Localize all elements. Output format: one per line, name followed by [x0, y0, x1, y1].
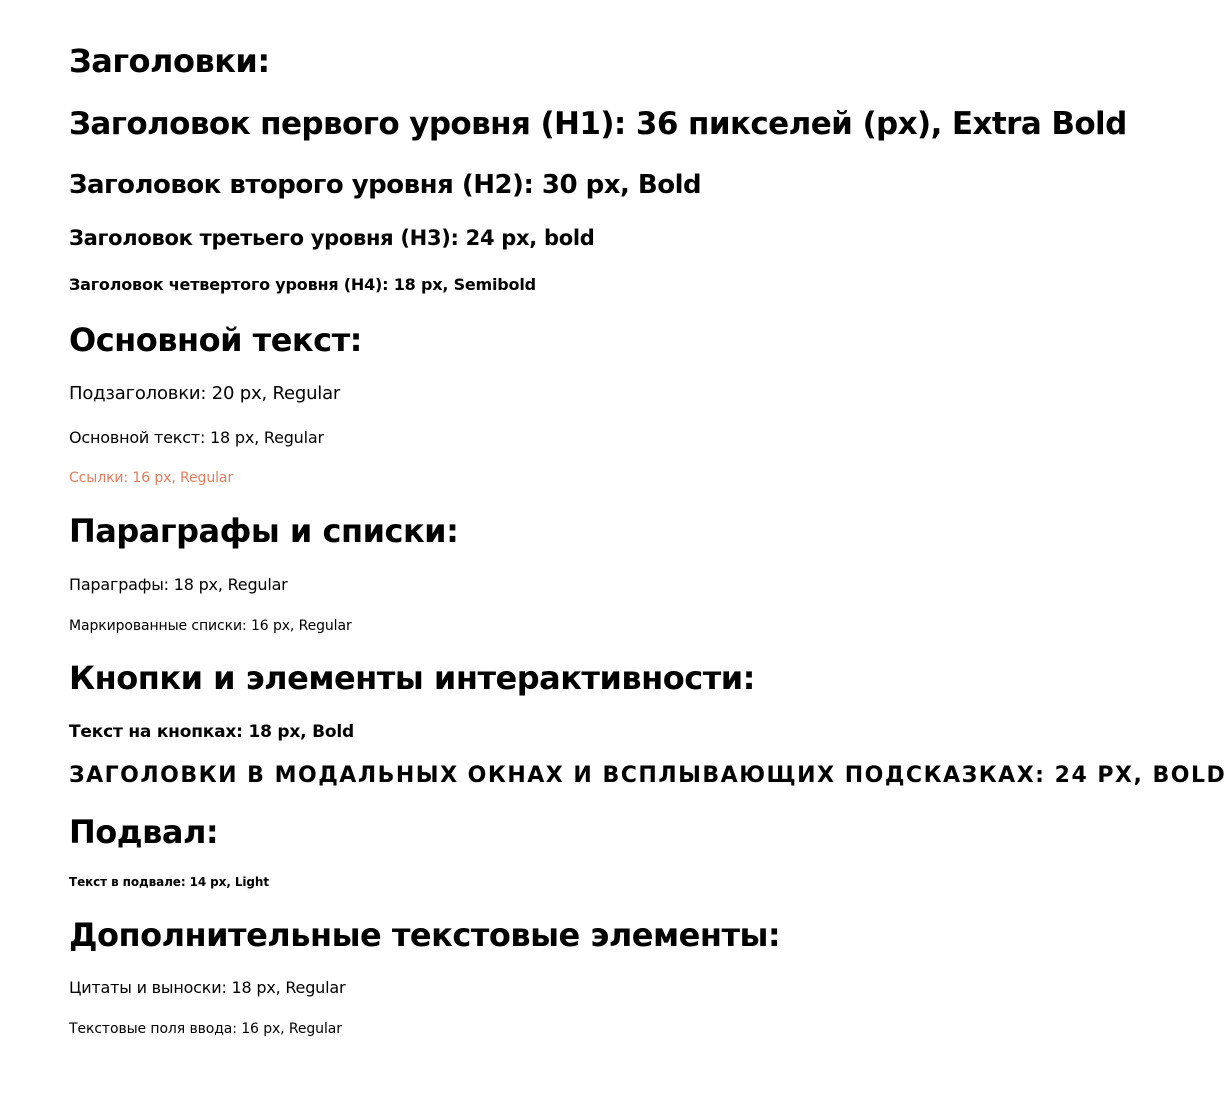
footer-section-title: Подвал: — [69, 813, 219, 851]
input-fields-sample: Текстовые поля ввода: 16 px, Regular — [69, 1021, 342, 1037]
footer-text-sample: Текст в подвале: 14 px, Light — [69, 875, 269, 889]
button-text-sample: Текст на кнопках: 18 px, Bold — [69, 722, 354, 742]
paragraphs-sample: Параграфы: 18 px, Regular — [69, 575, 288, 594]
links-sample[interactable]: Ссылки: 16 px, Regular — [69, 470, 234, 486]
interactive-section-title: Кнопки и элементы интерактивности: — [69, 659, 755, 697]
headings-section-title: Заголовки: — [69, 42, 270, 80]
h3-sample: Заголовок третьего уровня (H3): 24 px, bold — [69, 226, 595, 250]
extra-section-title: Дополнительные текстовые элементы: — [69, 916, 781, 954]
h1-sample: Заголовок первого уровня (H1): 36 пикселей (px), Extra Bold — [69, 106, 1127, 142]
main-text-sample: Основной текст: 18 px, Regular — [69, 428, 324, 447]
body-text-section-title: Основной текст: — [69, 321, 362, 359]
paragraphs-section-title: Параграфы и списки: — [69, 512, 459, 550]
subheadings-sample: Подзаголовки: 20 px, Regular — [69, 383, 341, 404]
bullet-lists-sample: Маркированные списки: 16 px, Regular — [69, 618, 352, 634]
quotes-sample: Цитаты и выноски: 18 px, Regular — [69, 978, 346, 997]
h4-sample: Заголовок четвертого уровня (H4): 18 px, Semibold — [69, 275, 536, 294]
modal-headings-sample: ЗАГОЛОВКИ В МОДАЛЬНЫХ ОКНАХ И ВСПЛЫВАЮЩИХ ПОДСКАЗКАХ: 24 PX, BOLD — [69, 763, 1226, 788]
h2-sample: Заголовок второго уровня (H2): 30 px, Bold — [69, 170, 702, 200]
